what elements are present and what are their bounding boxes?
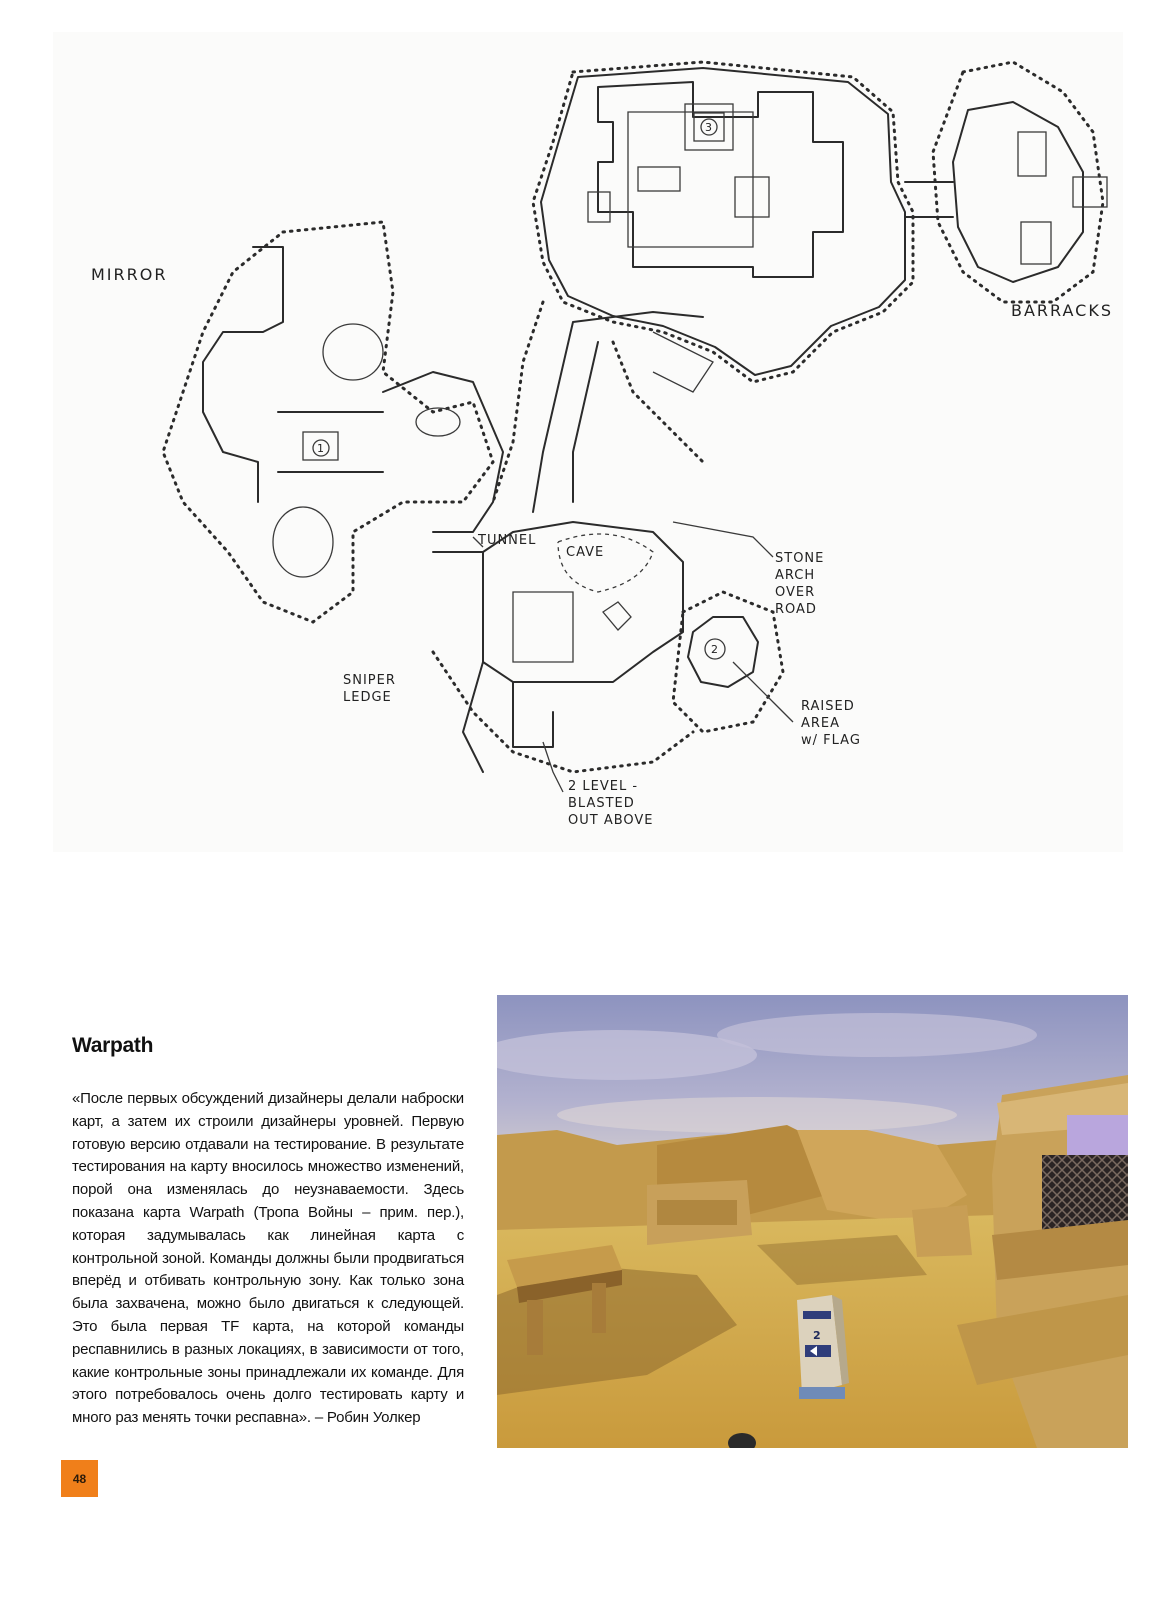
article-title: Warpath [72, 1034, 154, 1057]
mirror-label: MIRROR [91, 265, 168, 284]
cave-label: CAVE [566, 545, 605, 560]
barracks-label: BARRACKS [1011, 301, 1113, 320]
sketch-drawing [53, 32, 1123, 852]
marker-3-label: 3 [705, 121, 712, 134]
raised-area-label: RAISED AREA w/ FLAG [801, 699, 861, 748]
stone-arch-label: STONE ARCH OVER ROAD [775, 551, 825, 617]
marker-1-label: 1 [317, 442, 324, 455]
page-number: 48 [61, 1460, 98, 1497]
game-screenshot [497, 995, 1128, 1448]
sniper-ledge-label: SNIPER LEDGE [343, 673, 396, 705]
marker-2-label: 2 [711, 643, 718, 656]
tunnel-label: TUNNEL [478, 533, 537, 548]
two-level-note: 2 LEVEL - BLASTED OUT ABOVE [568, 779, 654, 828]
warpath-scene [497, 995, 1128, 1448]
control-point-sign [797, 1295, 849, 1399]
sign-number: 2 [813, 1329, 821, 1342]
level-sketch-map [53, 32, 1123, 852]
article-body: «После первых обсуждений дизайнеры делали наброски карт, а затем их строили дизайнеры уровней. Первую готовую версию отдавали на тестирование. В результате тестирования на карту вносилось множество изменений, порой она изменялась до неузнаваемости. Здесь показана карта Warpath (Тропа Войны – прим. пер.), которая задумывалась как линейная карта с контрольной зоной. Команды должны были продвигаться вперёд и отбивать контрольную зону. Как только зона была захвачена, можно было двигаться к следующей. Это была первая TF карта, на которой команды респавнились в разных локациях, в зависимости от того, какие контрольные зоны принадлежали их команде. Для этого потребовалось очень долго тестировать карту и много раз менять точки респавна». – Робин Уолкер [72, 1090, 464, 1427]
